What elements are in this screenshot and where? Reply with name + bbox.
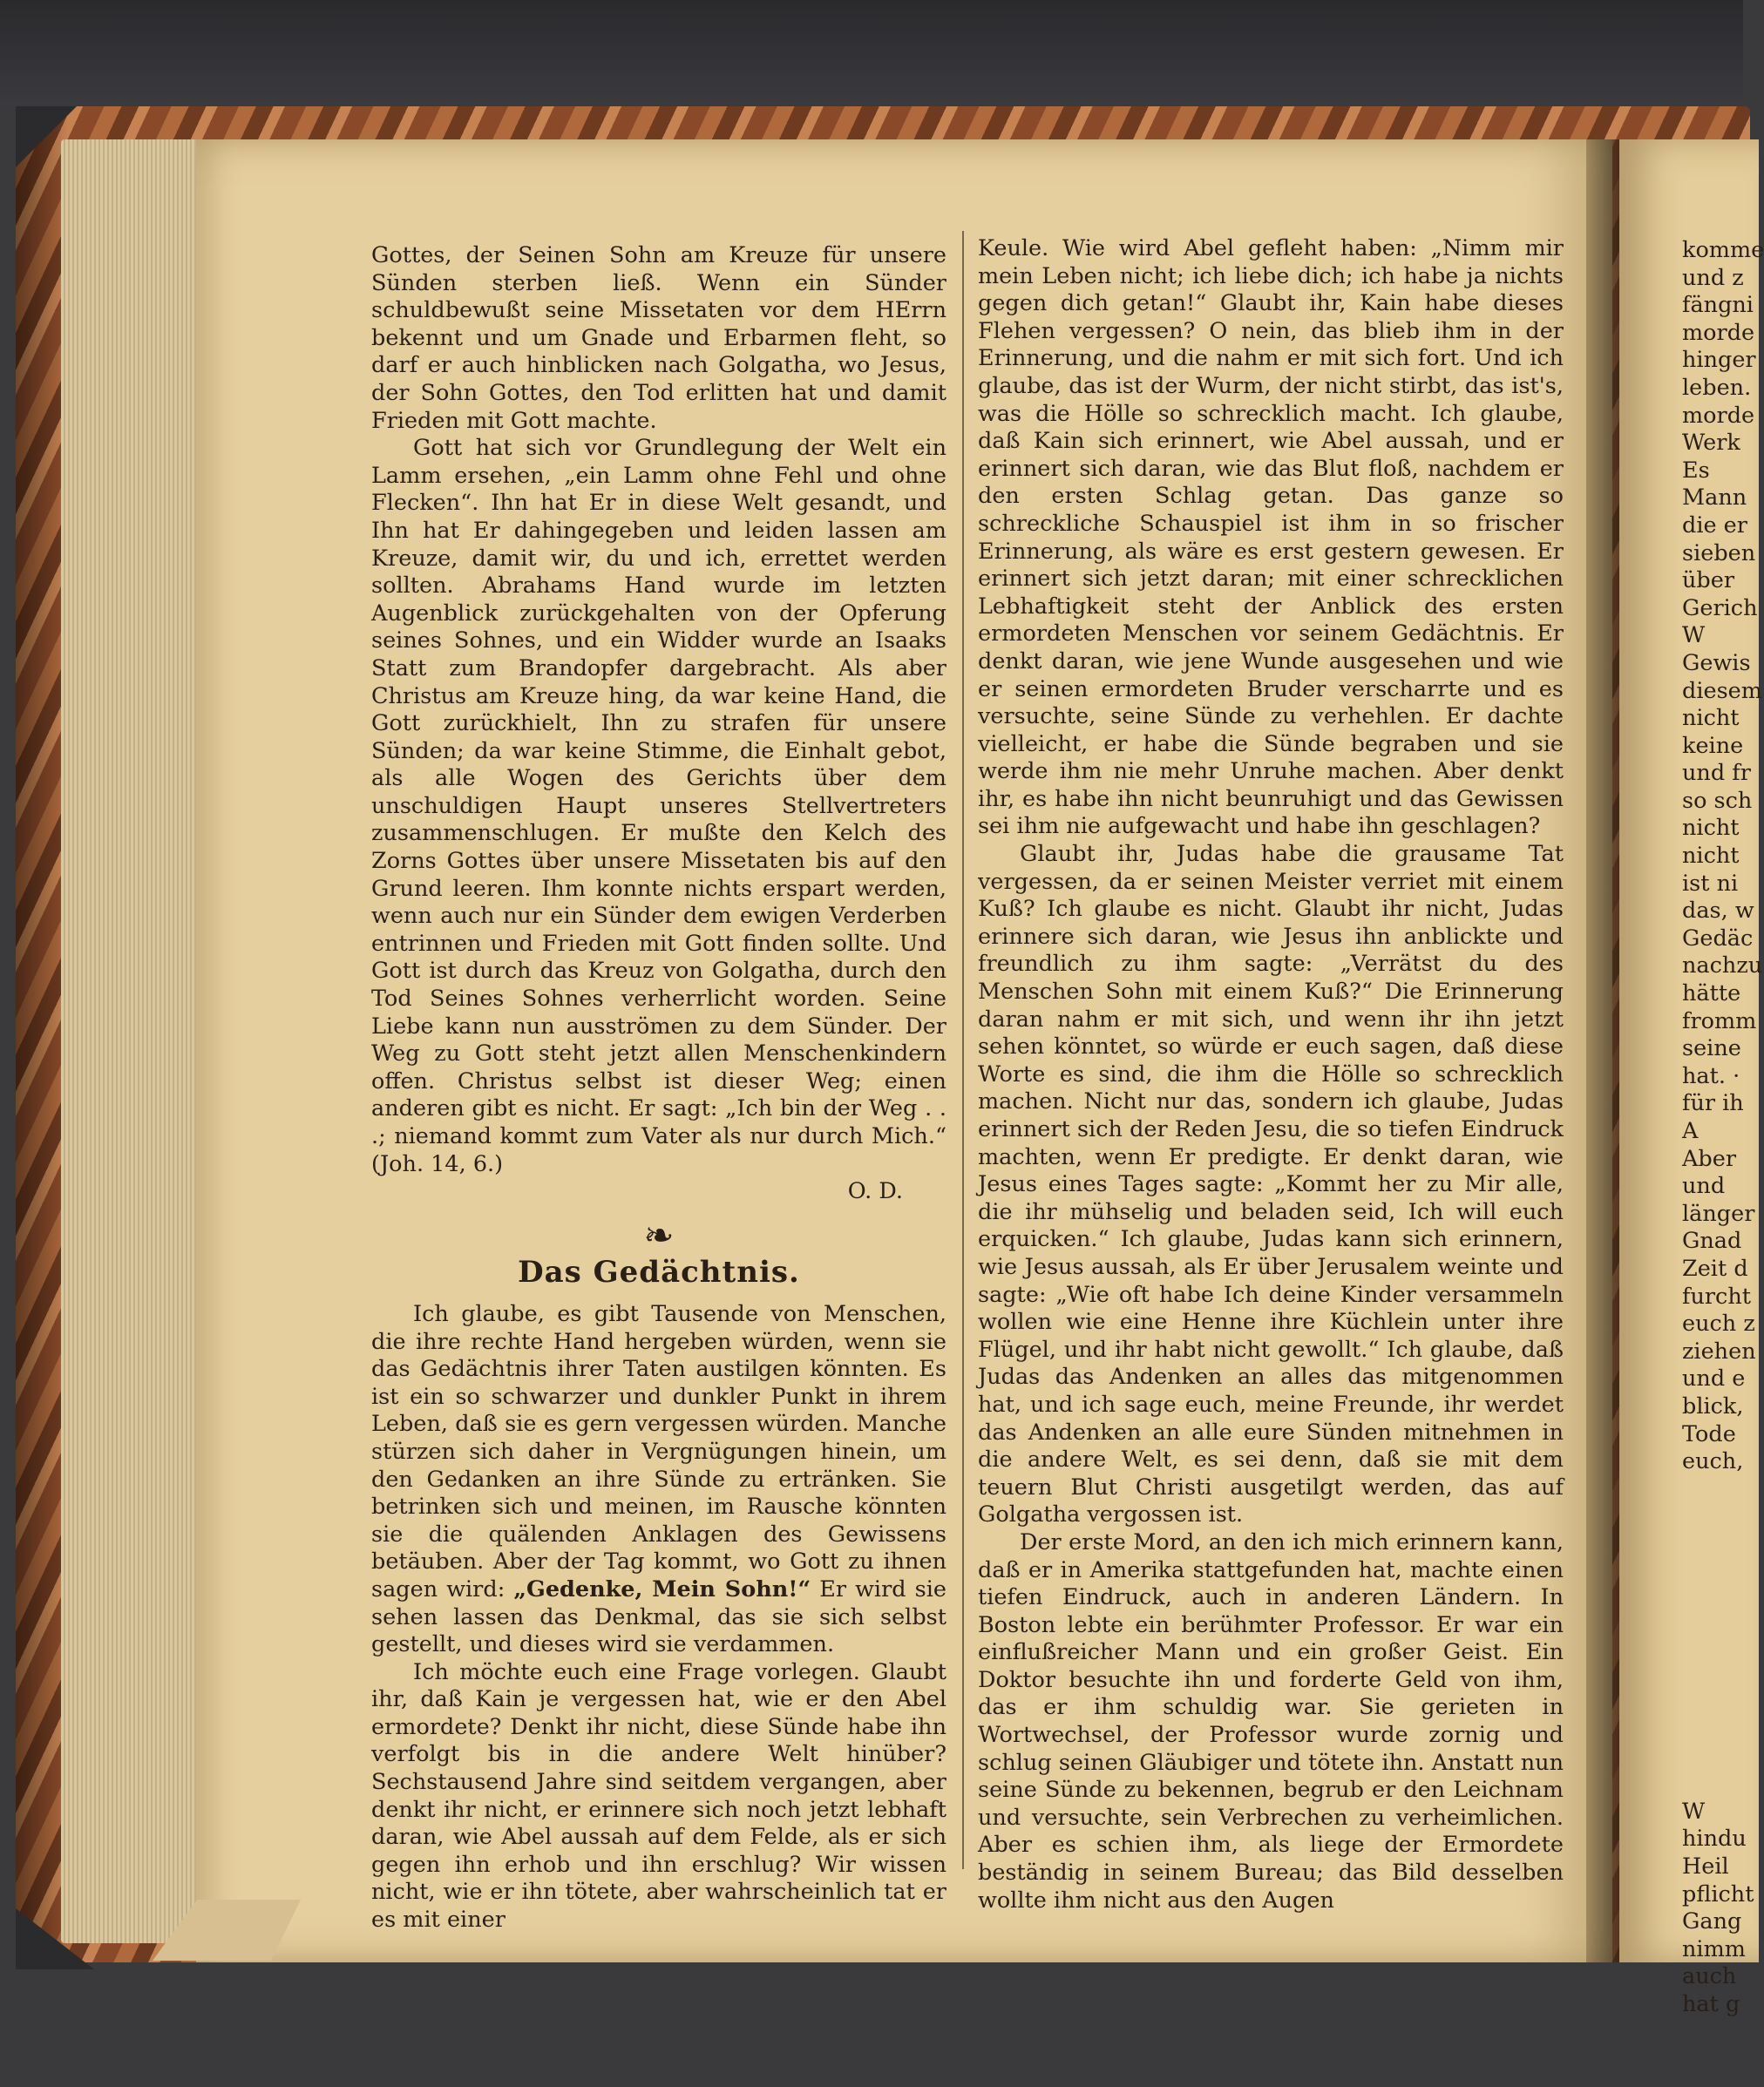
paragraph <box>371 1301 946 1659</box>
fragment-line: und fr <box>1682 760 1751 787</box>
fragment-line: Gnad <box>1682 1228 1742 1255</box>
fragment-line: Aber <box>1682 1145 1737 1172</box>
cover-shadow <box>16 106 68 1962</box>
section-title: Das Gedächtnis. <box>518 1255 800 1291</box>
fragment-line: Heil <box>1682 1853 1729 1880</box>
fleuron-ornament: ❧ <box>643 1213 675 1257</box>
left-text-column <box>371 242 946 1935</box>
page-block-edges <box>61 139 200 1943</box>
fragment-line: Werk <box>1682 430 1740 457</box>
fragment-line: hätte <box>1682 980 1741 1007</box>
fragment-gap <box>1682 1476 1743 1799</box>
fragment-line: euch z <box>1682 1311 1755 1338</box>
emphasis-quote: „Gedenke, Mein Sohn!“ <box>513 1575 811 1603</box>
fragment-line: pflicht <box>1682 1880 1754 1907</box>
fragment-line: die er <box>1682 512 1747 539</box>
paragraph-text: Ich glaube, es gibt Tausende von Menschen, die ihre rechte Hand hergeben würden, wenn sie das Gedächtnis ihrer Taten austilgen könnten. Es ist ein so schwarzer und dunkler Punkt in ihrem Leben, daß sie es gern vergessen würden. Manche stürzen sich daher in Vergnügungen hinein, um den Gedanken an ihre Sünde zu ertränken. Sie betrinken sich und meinen, im Rausche könnten sie die quälenden Anklagen des Gewissens betäuben. Aber der Tag kommt, wo Gott zu ihnen sagen wird: <box>371 1300 946 1603</box>
fragment-line: für ih <box>1682 1090 1744 1117</box>
fragment-line: das, w <box>1682 898 1754 925</box>
fragment-line: so sch <box>1682 787 1753 814</box>
fragment-line: A <box>1682 1118 1699 1144</box>
fragment-line: und e <box>1682 1365 1746 1392</box>
fragment-line: hinger <box>1682 347 1756 374</box>
right-text-column <box>978 235 1564 1914</box>
fragment-line: Tode <box>1682 1420 1736 1447</box>
paragraph: Gott hat sich vor Grundlegung der Welt ein Lamm ersehen, „ein Lamm ohne Fehl und ohne Flecken“. Ihn hat Er in diese Welt gesandt, und Ihn hat Er dahingegeben und leiden lassen am Kreuze, damit wir, du und ich, errettet werden sollten. Abrahams Hand wurde im letzten Augenblick zurückgehalten von der Opferung seines Sohnes, und ein Widder wurde an Isaaks Statt zum Brandopfer dargebracht. Als aber Christus am Kreuze hing, da war keine Hand, die Gott zurückhielt, Ihn zu strafen für unsere Sünden; da war keine Stimme, die Einhalt gebot, als alle Wogen des Gerichts über dem unschuldigen Haupt unseres Stellvertreters zusammenschlugen. Er mußte den Kelch des Zorns Gottes über unsere Missetaten bis auf den Grund leeren. Ihm konnte nichts erspart werden, wenn auch nur ein Sünder dem ewigen Verderben entrinnen und Frieden mit Gott finden sollte. Und Gott ist durch das Kreuz von Golgatha, durch den Tod Seines Sohnes verherrlicht worden. Seine Liebe kann nun ausströmen zu dem Sünder. Der Weg zu Gott steht jetzt allen Menschenkindern offen. Christus selbst ist dieser Weg; einen anderen gibt es nicht. Er sagt: „Ich bin der Weg . . .; niemand kommt zum Vater als nur durch Mich.“ (Joh. 14, 6.) <box>371 435 946 1177</box>
fragment-line: Zeit d <box>1682 1255 1748 1282</box>
fragment-line: leben. <box>1682 374 1752 401</box>
fragment-line: euch, <box>1682 1448 1744 1475</box>
fragment-line: komme <box>1682 237 1764 263</box>
paragraph-text: Er wird sie sehen lassen das Denkmal, das sie sich selbst gestellt, und dieses wird sie verdammen. <box>371 1575 946 1658</box>
fragment-line: Es <box>1682 457 1710 484</box>
paragraph: Glaubt ihr, Judas habe die grausame Tat vergessen, da er seinen Meister verriet mit einem Kuß? Ich glaube es nicht. Glaubt ihr nicht, Judas erinnere sich daran, wie Jesus ihn anblickte und freundlich zu ihm sagte: „Verrätst du des Menschen Sohn mit einem Kuß?“ Die Erinnerung daran nahm er mit sich, und wenn ihr ihn jetzt sehen könntet, so würde er euch sagen, daß diese Worte es sind, die ihm die Hölle so schrecklich machen. Nicht nur das, sondern ich glaube, Judas erinnert sich der Reden Jesu, die so tiefen Eindruck machten, wenn Er predigte. Er denkt daran, wie Jesus eines Tages sagte: „Kommt her zu Mir alle, die ihr mühselig und beladen seid, Ich will euch erquicken.“ Ich glaube, Judas kann sich erinnern, wie Jesus aussah, als Er über Jerusalem weinte und sagte: „Wie oft habe Ich deine Kinder versammeln wollen wie eine Henne ihre Küchlein unter ihre Flügel, und ihr habt nicht gewollt.“ Ich glaube, daß Judas das Andenken an alles das mitgenommen hat, und ich sage euch, meine Freunde, ihr werdet das Andenken an alle eure Sünden mitnehmen in die andere Welt, es sei denn, daß sie mit dem teuern Blut Christi ausgetilgt werden, das auf Golgatha vergossen ist. <box>978 841 1564 1528</box>
fragment-line: nicht <box>1682 705 1740 732</box>
fragment-line: nicht <box>1682 843 1740 870</box>
fragment-line: keine <box>1682 732 1744 759</box>
fragment-line: und <box>1682 1173 1726 1200</box>
fragment-line: Gang <box>1682 1908 1742 1935</box>
paragraph: Gottes, der Seinen Sohn am Kreuze für unsere Sünden sterben ließ. Wenn ein Sünder schuldbewußt seine Missetaten vor dem HErrn bekennt und um Gnade und Erbarmen fleht, so darf er auch hinblicken nach Golgatha, wo Jesus, der Sohn Gottes, den Tod erlitten hat und damit Frieden mit Gott machte. <box>371 242 946 434</box>
fragment-line: morde <box>1682 402 1755 429</box>
column-rule <box>962 231 964 1869</box>
fragment-line: und z <box>1682 264 1744 291</box>
fragment-line: länger <box>1682 1200 1755 1227</box>
next-page-fragment-column <box>1682 237 1764 2018</box>
fragment-line: W <box>1682 1798 1706 1825</box>
fragment-line: fängni <box>1682 292 1754 319</box>
fragment-line: auch <box>1682 1963 1737 1990</box>
fragment-line: nachzu <box>1682 952 1763 979</box>
fragment-line: über <box>1682 567 1735 594</box>
fragment-line: nicht <box>1682 815 1740 842</box>
fragment-line: ist ni <box>1682 870 1739 897</box>
paragraph: Der erste Mord, an den ich mich erinnern kann, daß er in Amerika stattgefunden hat, machte einen tiefen Eindruck, auch in anderen Ländern. In Boston lebte ein berühmter Professor. Er war ein einflußreicher Mann und ein großer Geist. Ein Doktor besuchte ihn und forderte Geld von ihm, das er ihm schuldig war. Sie gerieten in Wortwechsel, der Professor wurde zornig und schlug seinen Gläubiger und tötete ihn. Anstatt nun seine Sünde zu bekennen, begrub er den Leichnam und versuchte, sein Verbrechen zu verheimlichen. Aber es schien ihm, als liege der Ermordete beständig in seinem Bureau; das Bild desselben wollte ihm nicht aus den Augen <box>978 1528 1564 1914</box>
fragment-line: W <box>1682 622 1706 649</box>
fragment-line: hat g <box>1682 1990 1740 2017</box>
fragment-line: sieben <box>1682 539 1756 566</box>
author-signature: O. D. <box>847 1178 903 1205</box>
fragment-line: hindu <box>1682 1826 1747 1853</box>
fragment-line: Gewis <box>1682 649 1751 676</box>
fragment-line: ziehen <box>1682 1338 1756 1365</box>
fragment-line: blick, <box>1682 1392 1744 1420</box>
fragment-line: Mann <box>1682 484 1747 512</box>
fragment-line: hat. · <box>1682 1062 1740 1089</box>
paragraph: Ich möchte euch eine Frage vorlegen. Glaubt ihr, daß Kain je vergessen hat, wie er den Abel ermordete? Denkt ihr nicht, diese Sünde habe ihn verfolgt bis in die andere Welt hinüber? Sechstausend Jahre sind seitdem vergangen, aber denkt ihr nicht, er erinnere sich noch jetzt lebhaft daran, wie Abel aussah auf dem Felde, als er sich gegen ihn erhob und ihn erschlug? Wir wissen nicht, wie er ihn tötete, aber wahrscheinlich tat er es mit einer <box>371 1658 946 1934</box>
fragment-line: morde <box>1682 319 1755 346</box>
fragment-line: fromm <box>1682 1007 1757 1034</box>
fragment-line: Gedäc <box>1682 925 1754 952</box>
fragment-line: seine <box>1682 1035 1741 1062</box>
fragment-line: diesem <box>1682 677 1762 704</box>
fragment-line: Gerich <box>1682 594 1758 621</box>
book-gutter <box>1586 139 1621 1962</box>
fragment-line: nimm <box>1682 1935 1746 1962</box>
fragment-line: furcht <box>1682 1283 1752 1310</box>
paragraph: Keule. Wie wird Abel gefleht haben: „Nimm mir mein Leben nicht; ich liebe dich; ich habe ja nichts gegen dich getan!“ Glaubt ihr, Kain habe dieses Flehen vergessen? O nein, das blieb ihm in der Erinnerung, und die nahm er mit sich fort. Und ich glaube, das ist der Wurm, der nicht stirbt, das ist's, was die Hölle so schrecklich macht. Ich glaube, daß Kain sich erinnert, wie Abel aussah, und er erinnert sich daran, wie das Blut floß, nachdem er den ersten Schlag getan. Das ganze so schreckliche Schauspiel ist ihm in so frischer Erinnerung, als wäre es erst gestern gewesen. Er erinnert sich jetzt daran; mit einer schrecklichen Lebhaftigkeit steht der Anblick des ersten ermordeten Menschen vor seinem Gedächtnis. Er denkt daran, wie jene Wunde ausgesehen und wie er seinen ermordeten Bruder verscharrte und es versuchte, seine Sünde zu verhehlen. Er dachte vielleicht, er habe die Sünde begraben und sie werde ihm nie mehr Unruhe machen. Aber denkt ihr, es habe ihn nicht beunruhigt und das Gewissen sei ihm nie aufgewacht und habe ihn geschlagen? <box>978 235 1564 840</box>
background-surface <box>0 0 1743 105</box>
